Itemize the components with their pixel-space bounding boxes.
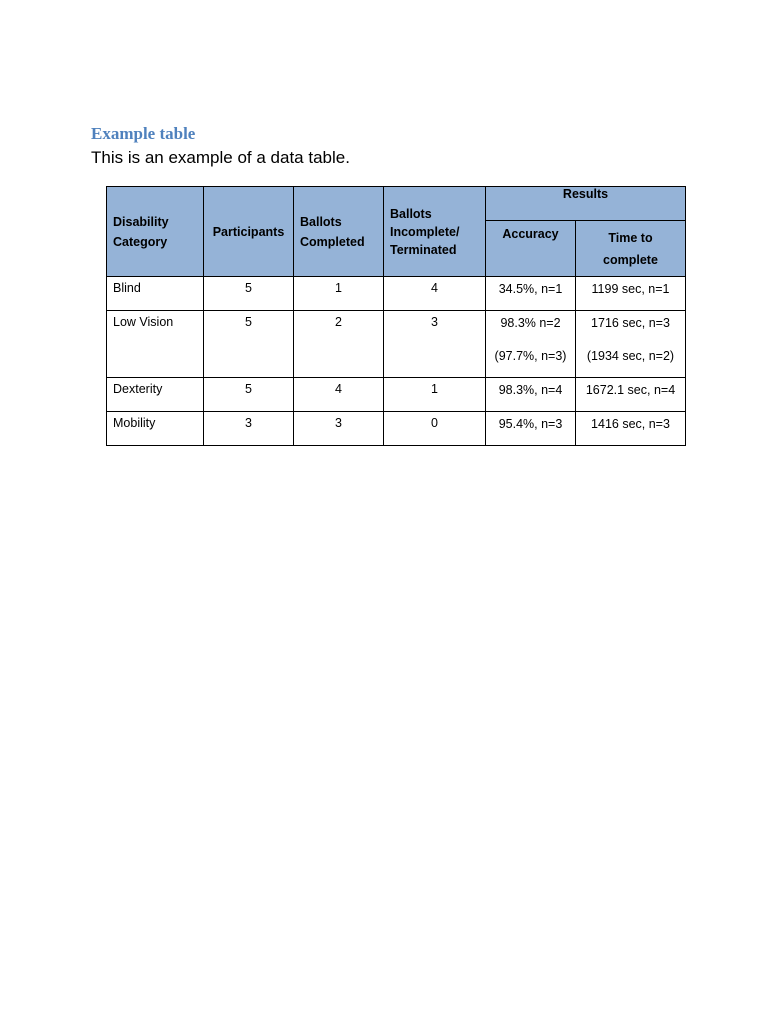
header-ballots-completed: Ballots Completed xyxy=(294,187,384,277)
cell-accuracy xyxy=(486,378,576,412)
cell-accuracy xyxy=(486,277,576,311)
cell-participants: 3 xyxy=(204,412,294,446)
cell-accuracy-value: 34.5%, n=1 xyxy=(498,282,563,296)
cell-ballots-incomplete: 4 xyxy=(384,277,486,311)
cell-time-to-complete-value: 1199 sec, n=1 xyxy=(591,282,670,296)
header-time-to-complete: Time to complete xyxy=(576,221,686,277)
intro-text: This is an example of a data table. xyxy=(91,148,350,167)
table-row xyxy=(107,378,686,412)
table-row xyxy=(107,311,686,378)
cell-accuracy-value: 95.4%, n=3 xyxy=(498,417,563,431)
cell-participants: 5 xyxy=(204,277,294,311)
cell-accuracy-value: 98.3% n=2 xyxy=(500,316,561,330)
cell-time-to-complete-value: 1416 sec, n=3 xyxy=(591,417,670,431)
cell-ballots-incomplete: 1 xyxy=(384,378,486,412)
cell-ballots-incomplete: 3 xyxy=(384,311,486,378)
cell-accuracy-value: 98.3%, n=4 xyxy=(498,383,563,397)
cell-participants: 5 xyxy=(204,311,294,378)
cell-ballots-completed: 3 xyxy=(294,412,384,446)
cell-ballots-completed: 1 xyxy=(294,277,384,311)
cell-ballots-completed: 2 xyxy=(294,311,384,378)
table-body xyxy=(107,277,686,446)
cell-time-to-complete xyxy=(576,277,686,311)
cell-accuracy xyxy=(486,412,576,446)
cell-time-to-complete-value: (1934 sec, n=2) xyxy=(586,349,675,363)
cell-category: Low Vision xyxy=(107,311,204,378)
header-results: Results xyxy=(486,187,686,221)
cell-accuracy xyxy=(486,311,576,378)
section-heading: Example table xyxy=(91,124,196,143)
cell-time-to-complete xyxy=(576,311,686,378)
cell-ballots-completed: 4 xyxy=(294,378,384,412)
header-disability-category: Disability Category xyxy=(107,187,204,277)
cell-time-to-complete xyxy=(576,378,686,412)
cell-participants: 5 xyxy=(204,378,294,412)
cell-time-to-complete xyxy=(576,412,686,446)
cell-category: Blind xyxy=(107,277,204,311)
cell-category: Mobility xyxy=(107,412,204,446)
table-row xyxy=(107,277,686,311)
cell-ballots-incomplete: 0 xyxy=(384,412,486,446)
cell-time-to-complete-value: 1672.1 sec, n=4 xyxy=(585,383,676,397)
header-row-top xyxy=(107,187,686,221)
header-ballots-incomplete: Ballots Incomplete/ Terminated xyxy=(384,187,486,277)
header-accuracy: Accuracy xyxy=(486,221,576,277)
cell-time-to-complete-value: 1716 sec, n=3 xyxy=(591,316,670,330)
cell-category: Dexterity xyxy=(107,378,204,412)
data-table xyxy=(106,186,686,446)
table-row xyxy=(107,412,686,446)
cell-accuracy-value: (97.7%, n=3) xyxy=(494,349,567,363)
header-participants: Participants xyxy=(204,187,294,277)
